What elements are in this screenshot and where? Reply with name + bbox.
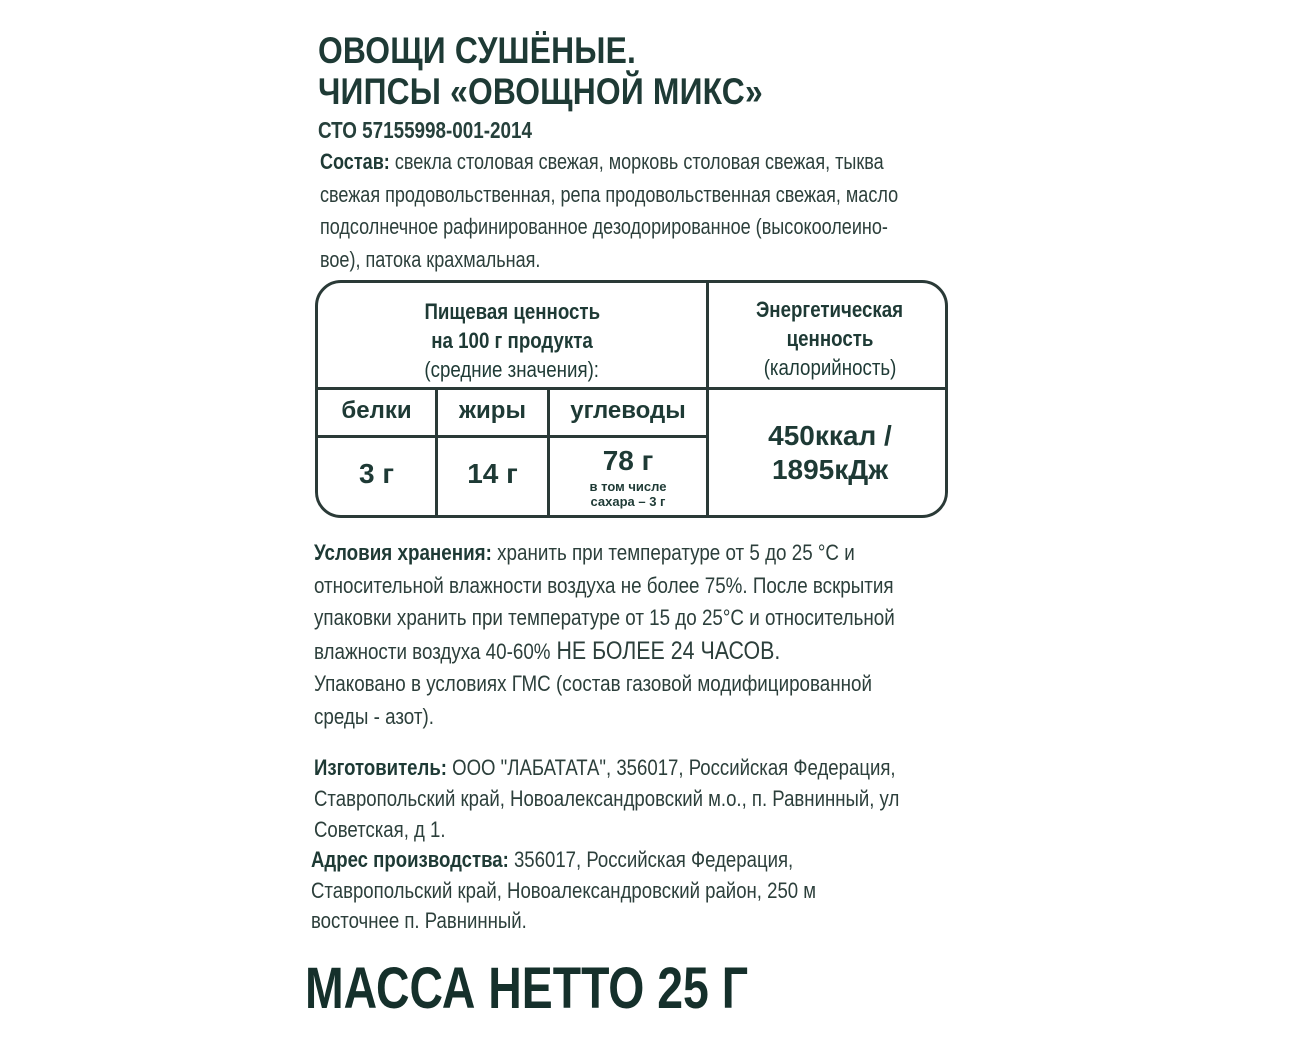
composition-block xyxy=(320,146,898,276)
product-title-line1: ОВОЩИ СУШЁНЫЕ. xyxy=(318,30,637,71)
composition-text: вое), патока крахмальная. xyxy=(320,246,541,272)
storage-text: хранить при температуре от 5 до 25 °С и xyxy=(491,540,855,565)
net-weight: МАССА НЕТТО 25 Г xyxy=(305,956,749,1021)
energy-header: Энергетическая ценность (калорийность) xyxy=(756,297,904,380)
composition-text: свежая продовольственная, репа продовольственная свежая, масло xyxy=(320,181,899,207)
energy-value: 450ккал / 1895кДж xyxy=(768,420,892,485)
storage-emphasis: НЕ БОЛЕЕ 24 ЧАСОВ. xyxy=(550,636,781,665)
storage-label: Условия хранения: xyxy=(314,540,492,565)
col-carbs: углеводы xyxy=(570,397,686,424)
col-fat: жиры xyxy=(459,397,526,424)
table-divider xyxy=(318,435,708,438)
manufacturer-block xyxy=(314,752,899,845)
sugar-note: в том числе сахара – 3 г xyxy=(589,479,667,509)
product-standard: СТО 57155998-001-2014 xyxy=(318,117,533,143)
storage-text: влажности воздуха 40-60% xyxy=(314,638,551,664)
composition-label: Состав: xyxy=(320,149,390,174)
manufacturer-text: Ставропольский край, Новоалександровский м.о., п. Равнинный, ул xyxy=(314,786,900,811)
production-address-text: Ставропольский край, Новоалександровский район, 250 м xyxy=(311,877,817,903)
manufacturer-text: ООО "ЛАБАТАТА", 356017, Российская Федерация, xyxy=(446,755,896,780)
col-protein: белки xyxy=(341,397,412,424)
production-address-block xyxy=(311,845,816,937)
manufacturer-text: Советская, д 1. xyxy=(314,817,446,842)
storage-block xyxy=(314,537,895,733)
nutrition-table xyxy=(315,280,948,518)
storage-text: среды - азот). xyxy=(314,703,434,729)
manufacturer-label: Изготовитель: xyxy=(314,755,447,780)
production-address-label: Адрес производства: xyxy=(311,847,509,872)
production-address-text: восточнее п. Равнинный. xyxy=(311,908,527,933)
composition-text: свекла столовая свежая, морковь столовая свежая, тыква xyxy=(389,149,884,174)
storage-text: относительной влажности воздуха не более 75%. После вскрытия xyxy=(314,572,894,598)
storage-text: Упаковано в условиях ГМС (состав газовой модифицированной xyxy=(314,671,873,696)
production-address-text: 356017, Российская Федерация, xyxy=(508,847,794,872)
storage-text: упаковки хранить при температуре от 15 до 25°С и относительной xyxy=(314,605,895,630)
composition-text: подсолнечное рафинированное дезодорированное (высокоолеино- xyxy=(320,214,888,239)
product-title-line2: ЧИПСЫ «ОВОЩНОЙ МИКС» xyxy=(318,71,763,112)
table-divider xyxy=(318,387,948,390)
value-protein: 3 г xyxy=(358,458,394,489)
nutrition-header: Пищевая ценность на 100 г продукта (средние значения): xyxy=(424,299,600,382)
value-fat: 14 г xyxy=(467,458,518,489)
value-carbs: 78 г xyxy=(602,445,654,476)
